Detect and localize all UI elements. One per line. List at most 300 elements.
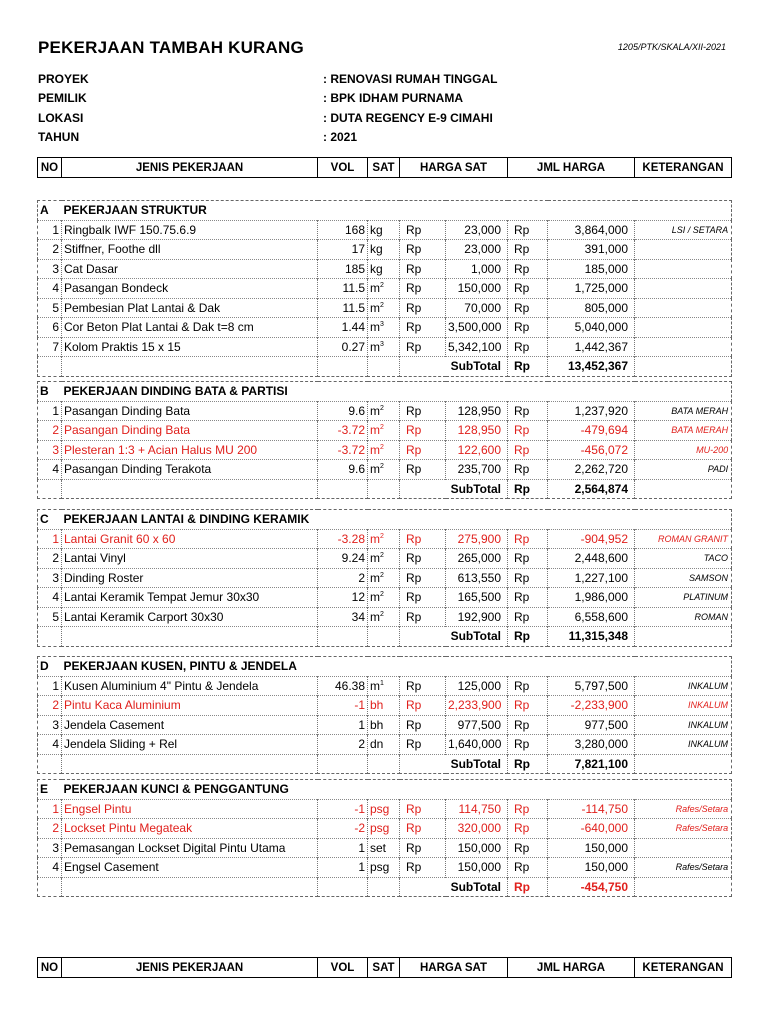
info-row-lokasi (38, 111, 538, 130)
item-harga: 1,640,000 (446, 735, 508, 755)
item-no: 1 (52, 531, 59, 546)
item-unit-power: 2 (380, 532, 384, 540)
subtotal-label: SubTotal (400, 479, 508, 499)
empty-cell (38, 754, 62, 774)
item-harga: 128,950 (446, 421, 508, 441)
item-harga: 125,000 (446, 676, 508, 696)
table-row (38, 676, 732, 696)
empty-cell (62, 357, 318, 377)
item-sat (368, 838, 400, 858)
item-no: 6 (52, 320, 59, 335)
currency-label: Rp (508, 279, 548, 299)
currency-label: Rp (400, 298, 446, 318)
item-vol: 2 (318, 568, 368, 588)
currency-label: Rp (400, 529, 446, 549)
item-no: 5 (52, 609, 59, 624)
item-unit: m (370, 590, 380, 605)
currency-label: Rp (400, 819, 446, 839)
table-row (38, 549, 732, 569)
subtotal-value: 7,821,100 (548, 754, 635, 774)
item-name: Lantai Granit 60 x 60 (62, 529, 318, 549)
col-harga-header: HARGA SAT (400, 158, 508, 178)
item-unit: m (370, 442, 380, 457)
item-unit: psg (370, 821, 390, 836)
item-no: 2 (52, 551, 59, 566)
currency-label: Rp (508, 627, 548, 647)
document-title: PEKERJAAN TAMBAH KURANG (38, 38, 304, 57)
item-keterangan (635, 279, 732, 299)
item-keterangan: Rafes/Setara (635, 858, 732, 878)
currency-label: Rp (508, 819, 548, 839)
item-sat (368, 819, 400, 839)
item-no: 3 (52, 570, 59, 585)
subtotal-label: SubTotal (400, 754, 508, 774)
project-info (38, 72, 538, 149)
section-title: PEKERJAAN KUNCI & PENGGANTUNG (63, 782, 289, 797)
currency-label: Rp (400, 858, 446, 878)
item-harga: 70,000 (446, 298, 508, 318)
section-code: B (40, 384, 49, 399)
table-row (38, 588, 732, 608)
table-row (38, 318, 732, 338)
currency-label: Rp (508, 838, 548, 858)
item-name: Engsel Casement (62, 858, 318, 878)
item-keterangan: ROMAN (635, 607, 732, 627)
empty-cell (318, 877, 368, 897)
item-jml: 1,227,100 (548, 568, 635, 588)
currency-label: Rp (400, 735, 446, 755)
item-no: 7 (52, 339, 59, 354)
section-header (38, 201, 732, 221)
section-e-table (37, 779, 732, 897)
table-row (38, 715, 732, 735)
item-unit: m (370, 551, 380, 566)
section-header (38, 780, 732, 800)
section-code: D (40, 659, 49, 674)
subtotal-label: SubTotal (400, 877, 508, 897)
item-no: 2 (52, 821, 59, 836)
item-sat (368, 696, 400, 716)
currency-label: Rp (508, 220, 548, 240)
table-row (38, 838, 732, 858)
empty-cell (62, 877, 318, 897)
item-keterangan (635, 337, 732, 357)
item-jml: 1,442,367 (548, 337, 635, 357)
section-title: PEKERJAAN STRUKTUR (63, 203, 207, 218)
info-value: : 2021 (323, 129, 358, 144)
section-a-table (37, 200, 732, 377)
item-no: 4 (52, 462, 59, 477)
item-vol: -3.72 (318, 440, 368, 460)
empty-cell (318, 754, 368, 774)
item-name: Cor Beton Plat Lantai & Dak t=8 cm (62, 318, 318, 338)
item-jml: -2,233,900 (548, 696, 635, 716)
item-harga: 977,500 (446, 715, 508, 735)
item-no: 2 (52, 423, 59, 438)
table-row (38, 298, 732, 318)
table-row (38, 460, 732, 480)
currency-label: Rp (400, 715, 446, 735)
item-sat (368, 676, 400, 696)
item-sat (368, 421, 400, 441)
currency-label: Rp (508, 460, 548, 480)
item-no: 3 (52, 840, 59, 855)
item-harga: 150,000 (446, 858, 508, 878)
item-unit: m (370, 678, 380, 693)
currency-label: Rp (400, 279, 446, 299)
item-unit: m (370, 609, 380, 624)
currency-label: Rp (400, 549, 446, 569)
item-unit-power: 2 (380, 282, 384, 290)
item-keterangan: MU-200 (635, 440, 732, 460)
empty-cell (318, 357, 368, 377)
item-name: Pemasangan Lockset Digital Pintu Utama (62, 838, 318, 858)
item-keterangan: Rafes/Setara (635, 819, 732, 839)
item-sat (368, 588, 400, 608)
item-unit: psg (370, 801, 390, 816)
col-jml-header: JML HARGA (508, 958, 635, 978)
item-keterangan: INKALUM (635, 696, 732, 716)
item-vol: -3.72 (318, 421, 368, 441)
subtotal-row (38, 479, 732, 499)
item-sat (368, 799, 400, 819)
item-harga: 128,950 (446, 401, 508, 421)
item-name: Jendela Sliding + Rel (62, 735, 318, 755)
item-jml: 150,000 (548, 838, 635, 858)
item-sat (368, 279, 400, 299)
item-unit-power: 2 (380, 552, 384, 560)
item-vol: 185 (318, 259, 368, 279)
item-sat (368, 401, 400, 421)
empty-cell (368, 479, 400, 499)
item-unit-power: 2 (380, 571, 384, 579)
item-vol: -1 (318, 696, 368, 716)
currency-label: Rp (508, 357, 548, 377)
col-no-header: NO (38, 958, 62, 978)
item-harga: 275,900 (446, 529, 508, 549)
col-harga-header: HARGA SAT (400, 958, 508, 978)
section-code: A (40, 203, 49, 218)
item-name: Cat Dasar (62, 259, 318, 279)
item-sat (368, 440, 400, 460)
item-unit-power: 2 (380, 463, 384, 471)
item-jml: 5,797,500 (548, 676, 635, 696)
currency-label: Rp (400, 607, 446, 627)
item-unit-power: 3 (380, 321, 384, 329)
item-harga: 613,550 (446, 568, 508, 588)
info-label: PROYEK (38, 72, 89, 86)
col-no-header: NO (38, 158, 62, 178)
item-unit-power: 2 (380, 404, 384, 412)
item-vol: 46.38 (318, 676, 368, 696)
item-keterangan: SAMSON (635, 568, 732, 588)
item-sat (368, 607, 400, 627)
currency-label: Rp (508, 298, 548, 318)
item-vol: 17 (318, 240, 368, 260)
empty-cell (38, 357, 62, 377)
item-harga: 320,000 (446, 819, 508, 839)
table-header-top (37, 157, 732, 178)
info-label: LOKASI (38, 110, 84, 125)
item-no: 1 (52, 801, 59, 816)
item-name: Pasangan Dinding Bata (62, 421, 318, 441)
section-title: PEKERJAAN KUSEN, PINTU & JENDELA (63, 659, 297, 674)
info-row-pemilik (38, 91, 538, 110)
item-no: 4 (52, 281, 59, 296)
item-sat (368, 220, 400, 240)
empty-cell (38, 479, 62, 499)
item-harga: 23,000 (446, 220, 508, 240)
table-header-bottom (37, 957, 732, 978)
item-jml: 1,237,920 (548, 401, 635, 421)
item-jml: 3,280,000 (548, 735, 635, 755)
currency-label: Rp (508, 877, 548, 897)
item-jml: -456,072 (548, 440, 635, 460)
item-harga: 114,750 (446, 799, 508, 819)
item-harga: 150,000 (446, 838, 508, 858)
item-unit-power: 2 (380, 424, 384, 432)
item-vol: 34 (318, 607, 368, 627)
item-name: Kusen Aluminium 4" Pintu & Jendela (62, 676, 318, 696)
currency-label: Rp (400, 696, 446, 716)
table-row (38, 421, 732, 441)
section-header (38, 657, 732, 677)
currency-label: Rp (508, 696, 548, 716)
table-row (38, 240, 732, 260)
subtotal-value: 13,452,367 (548, 357, 635, 377)
currency-label: Rp (508, 529, 548, 549)
section-title: PEKERJAAN DINDING BATA & PARTISI (63, 384, 288, 399)
item-unit: m (370, 570, 380, 585)
item-vol: 9.6 (318, 460, 368, 480)
item-harga: 23,000 (446, 240, 508, 260)
empty-cell (368, 877, 400, 897)
item-unit: kg (370, 261, 383, 276)
subtotal-value: -454,750 (548, 877, 635, 897)
empty-cell (635, 357, 732, 377)
item-name: Lantai Keramik Carport 30x30 (62, 607, 318, 627)
table-row (38, 259, 732, 279)
item-jml: -904,952 (548, 529, 635, 549)
item-no: 1 (52, 678, 59, 693)
document-number: 1205/PTK/SKALA/XII-2021 (617, 42, 726, 52)
item-vol: 168 (318, 220, 368, 240)
item-unit: dn (370, 737, 384, 752)
currency-label: Rp (400, 421, 446, 441)
item-name: Lockset Pintu Megateak (62, 819, 318, 839)
empty-cell (62, 479, 318, 499)
item-keterangan: Rafes/Setara (635, 799, 732, 819)
item-vol: 9.24 (318, 549, 368, 569)
item-vol: -3.28 (318, 529, 368, 549)
item-harga: 265,000 (446, 549, 508, 569)
table-row (38, 799, 732, 819)
item-unit-power: 2 (380, 610, 384, 618)
section-header (38, 382, 732, 402)
item-sat (368, 460, 400, 480)
col-jml-header: JML HARGA (508, 158, 635, 178)
currency-label: Rp (508, 715, 548, 735)
currency-label: Rp (400, 401, 446, 421)
table-row (38, 440, 732, 460)
item-vol: 1.44 (318, 318, 368, 338)
currency-label: Rp (508, 259, 548, 279)
currency-label: Rp (508, 676, 548, 696)
table-row (38, 279, 732, 299)
currency-label: Rp (400, 838, 446, 858)
subtotal-value: 11,315,348 (548, 627, 635, 647)
empty-cell (635, 877, 732, 897)
item-harga: 150,000 (446, 279, 508, 299)
item-unit: kg (370, 222, 383, 237)
table-row (38, 337, 732, 357)
item-no: 2 (52, 698, 59, 713)
table-row (38, 735, 732, 755)
item-vol: -1 (318, 799, 368, 819)
col-ket-header: KETERANGAN (635, 158, 732, 178)
empty-cell (635, 754, 732, 774)
item-no: 3 (52, 717, 59, 732)
currency-label: Rp (400, 588, 446, 608)
empty-cell (318, 627, 368, 647)
item-name: Jendela Casement (62, 715, 318, 735)
currency-label: Rp (400, 568, 446, 588)
item-unit: bh (370, 698, 384, 713)
col-vol-header: VOL (318, 158, 368, 178)
info-value: : DUTA REGENCY E-9 CIMAHI (323, 110, 493, 125)
empty-cell (635, 627, 732, 647)
currency-label: Rp (400, 318, 446, 338)
item-jml: 150,000 (548, 858, 635, 878)
item-sat (368, 259, 400, 279)
item-jml: 1,986,000 (548, 588, 635, 608)
table-row (38, 858, 732, 878)
col-jenis-header: JENIS PEKERJAAN (62, 958, 318, 978)
item-no: 4 (52, 590, 59, 605)
currency-label: Rp (508, 607, 548, 627)
item-jml: 1,725,000 (548, 279, 635, 299)
item-keterangan: LSI / SETARA (635, 220, 732, 240)
table-row (38, 607, 732, 627)
item-sat (368, 549, 400, 569)
currency-label: Rp (400, 676, 446, 696)
item-sat (368, 858, 400, 878)
item-jml: 6,558,600 (548, 607, 635, 627)
item-unit: kg (370, 242, 383, 257)
item-unit: m (370, 300, 380, 315)
subtotal-label: SubTotal (400, 627, 508, 647)
empty-cell (368, 627, 400, 647)
item-unit-power: 2 (380, 301, 384, 309)
item-sat (368, 735, 400, 755)
item-keterangan: BATA MERAH (635, 401, 732, 421)
item-harga: 122,600 (446, 440, 508, 460)
subtotal-value: 2,564,874 (548, 479, 635, 499)
currency-label: Rp (508, 337, 548, 357)
item-keterangan (635, 838, 732, 858)
info-row-proyek (38, 72, 538, 91)
table-row (38, 401, 732, 421)
item-vol: 12 (318, 588, 368, 608)
empty-cell (368, 754, 400, 774)
currency-label: Rp (508, 479, 548, 499)
item-unit-power: 2 (380, 443, 384, 451)
subtotal-row (38, 877, 732, 897)
empty-cell (62, 754, 318, 774)
item-harga: 235,700 (446, 460, 508, 480)
currency-label: Rp (508, 440, 548, 460)
item-sat (368, 529, 400, 549)
item-unit: psg (370, 860, 390, 875)
item-sat (368, 240, 400, 260)
item-vol: -2 (318, 819, 368, 839)
item-jml: -114,750 (548, 799, 635, 819)
item-vol: 11.5 (318, 279, 368, 299)
item-unit-power: 3 (380, 340, 384, 348)
col-sat-header: SAT (368, 158, 400, 178)
item-keterangan: INKALUM (635, 735, 732, 755)
empty-cell (368, 357, 400, 377)
item-name: Dinding Roster (62, 568, 318, 588)
currency-label: Rp (400, 240, 446, 260)
item-unit: m (370, 339, 380, 354)
item-unit-power: 2 (380, 591, 384, 599)
item-harga: 2,233,900 (446, 696, 508, 716)
item-keterangan: INKALUM (635, 715, 732, 735)
empty-cell (62, 627, 318, 647)
item-vol: 1 (318, 858, 368, 878)
col-sat-header: SAT (368, 958, 400, 978)
table-row (38, 529, 732, 549)
subtotal-row (38, 754, 732, 774)
item-jml: 2,262,720 (548, 460, 635, 480)
item-no: 3 (52, 261, 59, 276)
item-keterangan: TACO (635, 549, 732, 569)
item-vol: 9.6 (318, 401, 368, 421)
item-name: Pasangan Bondeck (62, 279, 318, 299)
item-unit-power: 1 (380, 679, 384, 687)
item-jml: 5,040,000 (548, 318, 635, 338)
currency-label: Rp (508, 401, 548, 421)
currency-label: Rp (508, 568, 548, 588)
info-row-tahun (38, 130, 538, 149)
item-keterangan: BATA MERAH (635, 421, 732, 441)
empty-cell (635, 479, 732, 499)
item-keterangan: PLATINUM (635, 588, 732, 608)
item-no: 1 (52, 403, 59, 418)
item-name: Lantai Vinyl (62, 549, 318, 569)
item-jml: 3,864,000 (548, 220, 635, 240)
item-sat (368, 298, 400, 318)
currency-label: Rp (508, 799, 548, 819)
subtotal-row (38, 627, 732, 647)
currency-label: Rp (508, 421, 548, 441)
item-keterangan (635, 318, 732, 338)
currency-label: Rp (508, 318, 548, 338)
item-unit: m (370, 462, 380, 477)
empty-cell (38, 877, 62, 897)
item-name: Pembesian Plat Lantai & Dak (62, 298, 318, 318)
info-value: : BPK IDHAM PURNAMA (323, 91, 463, 106)
info-label: TAHUN (38, 129, 80, 144)
subtotal-label: SubTotal (400, 357, 508, 377)
item-jml: -479,694 (548, 421, 635, 441)
item-sat (368, 318, 400, 338)
section-b-table (37, 381, 732, 499)
item-keterangan (635, 259, 732, 279)
item-vol: 11.5 (318, 298, 368, 318)
currency-label: Rp (400, 799, 446, 819)
